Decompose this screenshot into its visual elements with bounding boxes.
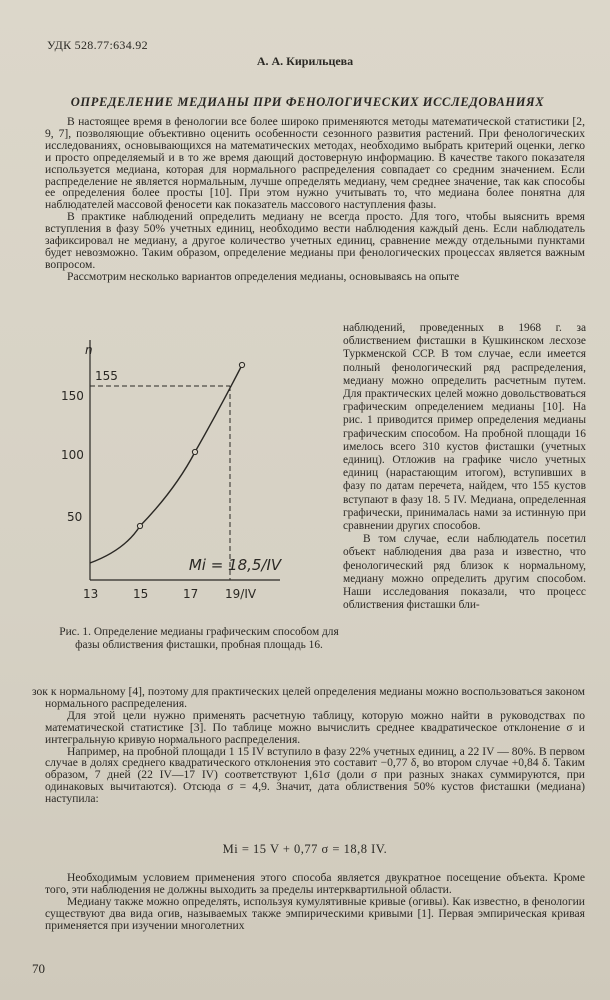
figure-caption: Рис. 1. Определение медианы графическим способом для фазы облиствения фисташки, пробная площадь 16. xyxy=(59,626,339,651)
median-formula: Mi = 15 V + 0,77 σ = 18,8 IV. xyxy=(222,842,388,856)
median-figure xyxy=(55,330,340,620)
bottom-paragraphs xyxy=(32,685,585,806)
paragraph: Например, на пробной площади 1 15 IV вступило в фазу 22% учетных единиц, а 22 IV — 80%. В первом случае в долях среднего квадратического отклонения это составит −0,77 δ, во втором случае +0,84 δ. Таким образом, 7 дней (22 IV—17 IV) соответствуют 1,61σ (доли σ при разных знаках суммируются, при одинаковых вычитаются). Отсюда σ = 4,9. Значит, дата облиствения 50% кустов фисташки (медиана) наступила: xyxy=(45,744,585,806)
right-column xyxy=(343,322,586,612)
paragraph: В том случае, если наблюдатель посетил объект наблюдения два раза и известно, что фенологический ряд близок к нормальному, медиану можно определить другим способом. Наши исследования показали, что процесс облиствения фисташки бли- xyxy=(343,533,586,612)
x-tick-label: 19/IV xyxy=(225,587,257,601)
page-number: 70 xyxy=(32,961,45,976)
paragraph: Медиану также можно определять, используя кумулятивные кривые (огивы). Как известно, в фенологии существуют два вида огив, называемых также эмпирическими кривыми [1]. Первая эмпирическая кривая применяется при изучении многолетних xyxy=(45,894,585,932)
intro-paragraphs xyxy=(45,116,585,283)
y-tick-label: 150 xyxy=(61,389,84,403)
data-point xyxy=(137,523,142,528)
median-annotation: Mi = 18,5/IV xyxy=(188,556,282,574)
y-axis-label: n xyxy=(85,343,93,357)
udc-code: УДК 528.77:634.92 xyxy=(47,38,148,52)
paragraph: Рассмотрим несколько вариантов определения медианы, основываясь на опыте xyxy=(67,269,460,283)
author-name: А. А. Кирильцева xyxy=(256,54,354,68)
paragraph: Необходимым условием применения этого способа является двукратное посещение объекта. Кроме того, эти наблюдения не должны выходить за пределы интерквартильной области. xyxy=(45,871,585,896)
x-tick-label: 15 xyxy=(133,587,149,601)
closing-paragraphs xyxy=(45,872,585,932)
y-tick-label: 50 xyxy=(67,510,83,524)
paragraph: В настоящее время в фенологии все более широко применяются методы математической статистики [2, 9, 7], позволяющие объективно оценить особенности сезонного развития растений. При фенологических исследованиях, основывающихся на математических методах, необходимо выбрать критерий оценки, легко и просто определяемый и в то же время дающий достоверную информацию. В качестве такого показателя используется медиана, которая для нормального распределения совпадает со средним значением. Если распределение не является нормальным, лучше определять медиану, чем среднее значение, так как способы ее определения более просты [10]. При этом нужно учитывать то, что медиана более понятна для наблюдателей массовой феносети как показатель массового наступления фазы. xyxy=(45,115,585,212)
y-tick-label: 100 xyxy=(61,448,84,462)
data-point xyxy=(192,449,197,454)
paragraph: наблюдений, проведенных в 1968 г. за облиствением фисташки в Кушкинском лесхозе Туркменской ССР. В том случае, если имеется полный фенологический ряд распределения, медиану можно определить расчетным путем. Для практических целей можно довольствоваться графическим определением медианы [10]. На рис. 1 приводится пример определения медианы графическим способом. На пробной площади 16 имелось всего 310 кустов фисташки (учетных единиц). Отложив на графике число учетных единиц (нарастающим итогом), вступивших в фазу по датам перечета, найдем, что 155 кустов вступают в фазу 18. 5 IV. Медиана, определенная графически, принималась нами за истинную при сравнении других способов. xyxy=(343,322,586,533)
paragraph: зок к нормальному [4], поэтому для практических целей определения медианы можно воспользоваться законом нормального распределения. xyxy=(32,685,585,710)
cumulative-curve xyxy=(90,365,242,563)
article-title: ОПРЕДЕЛЕНИЕ МЕДИАНЫ ПРИ ФЕНОЛОГИЧЕСКИХ ИССЛЕДОВАНИЯХ xyxy=(70,95,545,109)
median-value-label: 155 xyxy=(95,369,118,383)
paragraph: Для этой цели нужно применять расчетную таблицу, которую можно найти в руководствах по математической статистике [3]. По таблице можно вычислить среднее квадратическое отклонение σ и интегральную кривую нормального распределения. xyxy=(45,708,585,746)
paragraph: В практике наблюдений определить медиану не всегда просто. Для того, чтобы выяснить время вступления в фазу 50% учетных единиц, необходимо вести наблюдения каждый день. Если наблюдатель зафиксировал не медиану, а другое количество учетных единиц, сравнение между отдельными пунктами будет невозможно. Таким образом, определение медианы при фенологических процессах является важным вопросом. xyxy=(45,210,585,271)
data-point xyxy=(239,362,244,367)
x-tick-label: 17 xyxy=(183,587,199,601)
x-tick-label: 13 xyxy=(83,587,99,601)
